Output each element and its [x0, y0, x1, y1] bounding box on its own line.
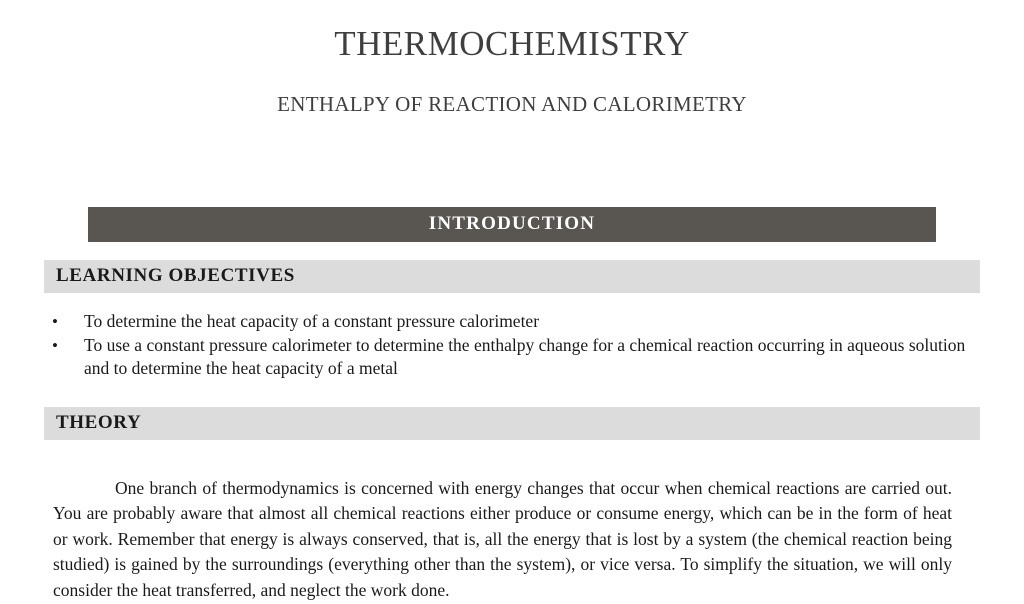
theory-paragraph: One branch of thermodynamics is concerned with energy changes that occur when chemical reactions are carried out. You are probably aware that almost all chemical reactions either produce or consume energy, which can be in the form of heat or work. Remember that energy is always conserved, that is, all the energy that is lost by a system (the chemical reaction being studied) is gained by the surroundings (everything other than the system), or vice versa. To simplify the situation, we will only consider the heat transferred, and neglect the work done.	[53, 477, 952, 600]
section-header-introduction: INTRODUCTION	[88, 207, 936, 242]
page-title: THERMOCHEMISTRY	[334, 24, 690, 63]
learning-objectives-list	[44, 310, 980, 381]
page-subtitle: ENTHALPY OF REACTION AND CALORIMETRY	[277, 92, 747, 116]
bullet-icon: •	[52, 336, 58, 355]
subsection-header-learning-objectives: LEARNING OBJECTIVES	[44, 260, 980, 293]
list-item	[44, 334, 980, 380]
subsection-header-theory: THEORY	[44, 407, 980, 440]
list-item-text: To use a constant pressure calorimeter to determine the enthalpy change for a chemical reaction occurring in aqueous solution and to determine the heat capacity of a metal	[84, 335, 966, 378]
list-item	[44, 310, 980, 333]
bullet-icon: •	[52, 312, 58, 331]
list-item-text: To determine the heat capacity of a constant pressure calorimeter	[84, 311, 540, 331]
